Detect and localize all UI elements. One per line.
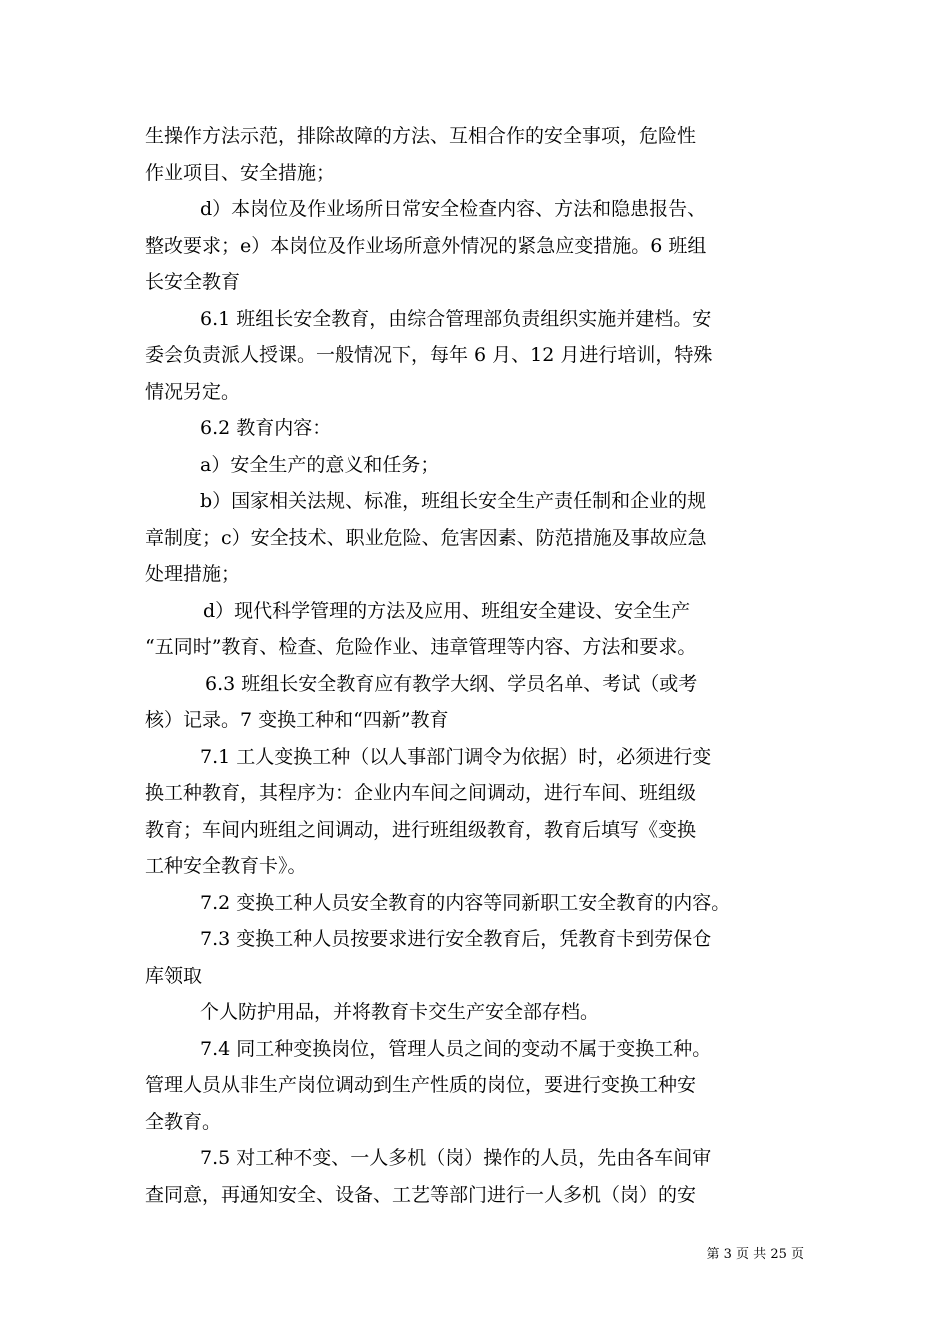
text-line: d）本岗位及作业场所日常安全检查内容、方法和隐患报告、 xyxy=(200,198,707,220)
text-line: 库领取 xyxy=(145,964,203,987)
text-line: 6.1 班组长安全教育，由综合管理部负责组织实施并建档。安 xyxy=(200,307,712,330)
text-line: 章制度；c）安全技术、职业危险、危害因素、防范措施及事故应急 xyxy=(145,526,707,549)
text-line: 核）记录。7 变换工种和“四新”教育 xyxy=(145,709,449,731)
text-line: 7.3 变换工种人员按要求进行安全教育后，凭教育卡到劳保仓 xyxy=(200,928,712,950)
text-line: 情况另定。 xyxy=(145,380,241,403)
text-line: 7.1 工人变换工种（以人事部门调令为依据）时，必须进行变 xyxy=(200,745,712,768)
text-line: 处理措施； xyxy=(145,563,241,585)
document-body xyxy=(145,118,807,1213)
text-line: 委会负责派人授课。一般情况下，每年 6 月、12 月进行培训，特殊 xyxy=(145,344,713,366)
text-line: 查同意，再通知安全、设备、工艺等部门进行一人多机（岗）的安 xyxy=(145,1183,697,1206)
text-line: “五同时”教育、检查、危险作业、违章管理等内容、方法和要求。 xyxy=(145,636,697,658)
page-number: 第 3 页 共 25 页 xyxy=(706,1247,804,1262)
text-line: 个人防护用品，并将教育卡交生产安全部存档。 xyxy=(200,1001,600,1023)
text-line: 生操作方法示范，排除故障的方法、互相合作的安全事项，危险性 xyxy=(145,125,697,147)
text-line: 作业项目、安全措施； xyxy=(145,161,336,184)
text-line: 工种安全教育卡》。 xyxy=(145,855,307,877)
text-line: 长安全教育 xyxy=(145,271,241,293)
text-line: 7.4 同工种变换岗位，管理人员之间的变动不属于变换工种。 xyxy=(200,1037,712,1060)
text-line: d）现代科学管理的方法及应用、班组安全建设、安全生产 xyxy=(203,599,691,622)
text-line: 整改要求；e）本岗位及作业场所意外情况的紧急应变措施。6 班组 xyxy=(145,234,707,257)
text-line: 教育；车间内班组之间调动，进行班组级教育，教育后填写《变换 xyxy=(145,818,697,841)
text-line: 7.2 变换工种人员安全教育的内容等同新职工安全教育的内容。 xyxy=(200,891,731,914)
text-line: 7.5 对工种不变、一人多机（岗）操作的人员，先由各车间审 xyxy=(200,1147,712,1169)
text-line: b）国家相关法规、标准，班组长安全生产责任制和企业的规 xyxy=(200,490,707,512)
text-line: 换工种教育，其程序为：企业内车间之间调动，进行车间、班组级 xyxy=(145,782,697,804)
text-line: 6.3 班组长安全教育应有教学大纲、学员名单、考试（或考 xyxy=(205,672,698,695)
text-line: 6.2 教育内容： xyxy=(200,417,332,439)
text-line: 全教育。 xyxy=(145,1110,222,1133)
text-line: 管理人员从非生产岗位调动到生产性质的岗位，要进行变换工种安 xyxy=(145,1074,697,1096)
text-line: a）安全生产的意义和任务； xyxy=(200,453,440,476)
